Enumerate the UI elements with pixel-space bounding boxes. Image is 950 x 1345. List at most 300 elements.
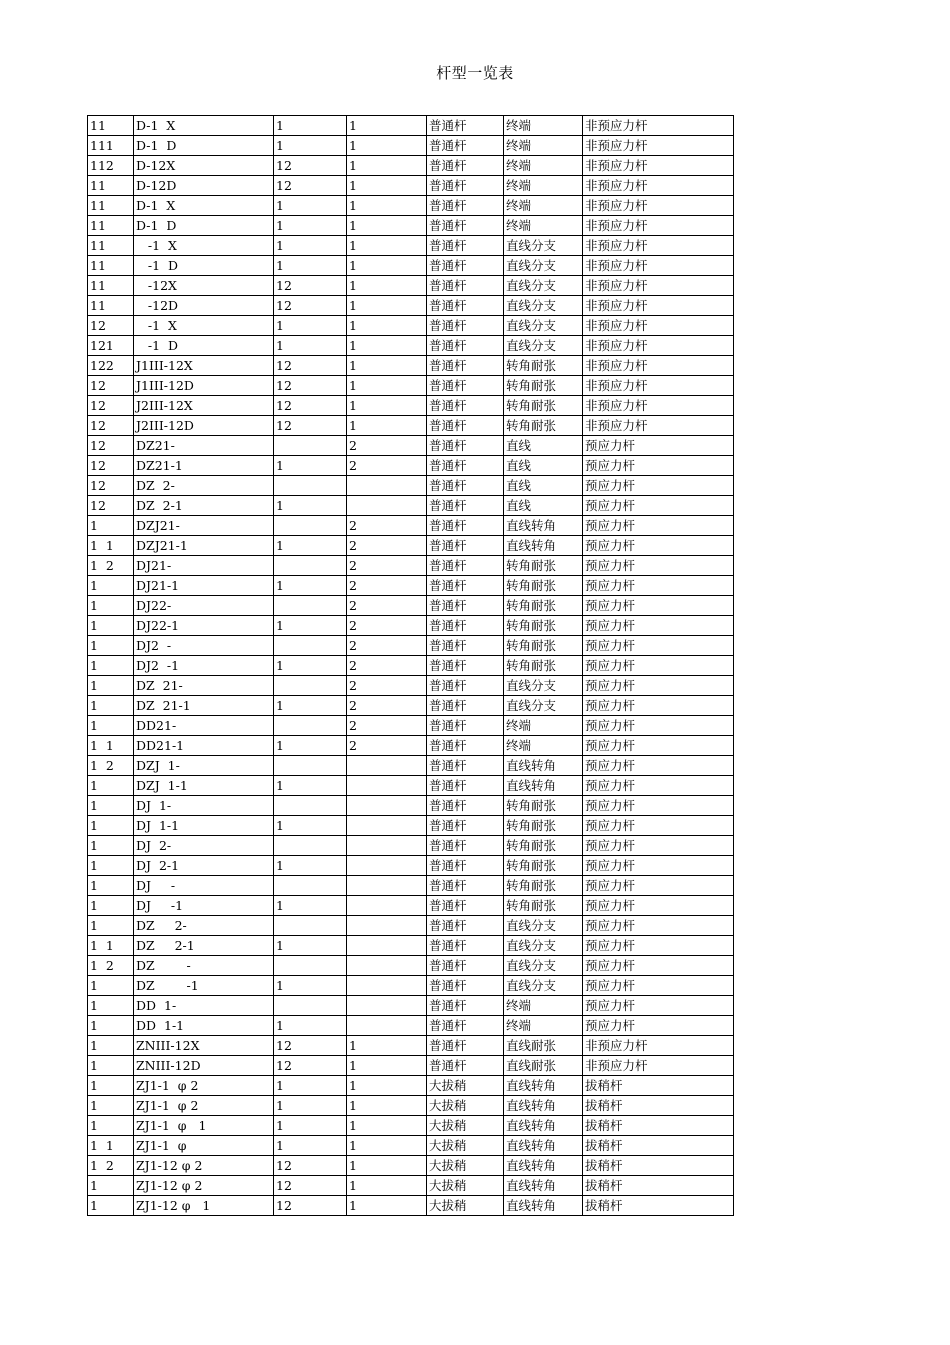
pole-usage-cell: 直线 xyxy=(504,496,583,516)
stress-type-cell: 预应力杆 xyxy=(583,536,734,556)
row-number-cell: 1 2 xyxy=(88,956,134,976)
count-cell: 1 xyxy=(347,156,427,176)
length-cell: 12 xyxy=(274,1036,347,1056)
stress-type-cell: 拔稍杆 xyxy=(583,1176,734,1196)
pole-usage-cell: 直线转角 xyxy=(504,1156,583,1176)
row-number-cell: 1 xyxy=(88,1176,134,1196)
length-cell xyxy=(274,876,347,896)
table-row xyxy=(88,1016,734,1036)
count-cell: 1 xyxy=(347,1156,427,1176)
stress-type-cell: 非预应力杆 xyxy=(583,276,734,296)
pole-category-cell: 普通杆 xyxy=(427,976,504,996)
stress-type-cell: 非预应力杆 xyxy=(583,356,734,376)
pole-category-cell: 普通杆 xyxy=(427,776,504,796)
table-row xyxy=(88,796,734,816)
pole-usage-cell: 终端 xyxy=(504,716,583,736)
length-cell: 1 xyxy=(274,1136,347,1156)
table-row xyxy=(88,676,734,696)
pole-model-cell: -1 D xyxy=(134,336,274,356)
table-row xyxy=(88,376,734,396)
pole-model-cell: DD 1-1 xyxy=(134,1016,274,1036)
count-cell: 2 xyxy=(347,656,427,676)
pole-usage-cell: 直线分支 xyxy=(504,256,583,276)
row-number-cell: 1 xyxy=(88,896,134,916)
pole-category-cell: 普通杆 xyxy=(427,536,504,556)
count-cell xyxy=(347,916,427,936)
pole-category-cell: 普通杆 xyxy=(427,136,504,156)
table-row xyxy=(88,336,734,356)
length-cell: 1 xyxy=(274,616,347,636)
count-cell: 1 xyxy=(347,396,427,416)
length-cell: 12 xyxy=(274,376,347,396)
table-row xyxy=(88,936,734,956)
pole-category-cell: 普通杆 xyxy=(427,676,504,696)
row-number-cell: 1 xyxy=(88,976,134,996)
table-row xyxy=(88,1036,734,1056)
table-row xyxy=(88,576,734,596)
stress-type-cell: 预应力杆 xyxy=(583,916,734,936)
count-cell: 1 xyxy=(347,176,427,196)
table-row xyxy=(88,776,734,796)
length-cell: 12 xyxy=(274,1156,347,1176)
table-row xyxy=(88,956,734,976)
length-cell: 1 xyxy=(274,936,347,956)
row-number-cell: 121 xyxy=(88,336,134,356)
row-number-cell: 1 1 xyxy=(88,936,134,956)
count-cell: 2 xyxy=(347,696,427,716)
stress-type-cell: 非预应力杆 xyxy=(583,156,734,176)
length-cell: 1 xyxy=(274,896,347,916)
pole-category-cell: 普通杆 xyxy=(427,1036,504,1056)
pole-category-cell: 普通杆 xyxy=(427,956,504,976)
pole-category-cell: 普通杆 xyxy=(427,456,504,476)
page-title: 杆型一览表 xyxy=(436,64,514,82)
stress-type-cell: 非预应力杆 xyxy=(583,116,734,136)
pole-category-cell: 普通杆 xyxy=(427,936,504,956)
pole-model-cell: J2III-12D xyxy=(134,416,274,436)
stress-type-cell: 预应力杆 xyxy=(583,496,734,516)
pole-usage-cell: 转角耐张 xyxy=(504,836,583,856)
row-number-cell: 1 2 xyxy=(88,756,134,776)
count-cell: 2 xyxy=(347,636,427,656)
table-body xyxy=(88,116,734,1216)
table-row xyxy=(88,176,734,196)
pole-model-cell: J1III-12D xyxy=(134,376,274,396)
pole-usage-cell: 直线分支 xyxy=(504,956,583,976)
pole-model-cell: DZJ21- xyxy=(134,516,274,536)
table-row xyxy=(88,196,734,216)
stress-type-cell: 预应力杆 xyxy=(583,996,734,1016)
stress-type-cell: 非预应力杆 xyxy=(583,216,734,236)
table-row xyxy=(88,696,734,716)
pole-model-cell: DZ -1 xyxy=(134,976,274,996)
stress-type-cell: 预应力杆 xyxy=(583,776,734,796)
count-cell: 1 xyxy=(347,376,427,396)
stress-type-cell: 拔稍杆 xyxy=(583,1196,734,1216)
pole-model-cell: ZNIII-12X xyxy=(134,1036,274,1056)
pole-model-cell: ZNIII-12D xyxy=(134,1056,274,1076)
pole-category-cell: 普通杆 xyxy=(427,1016,504,1036)
count-cell xyxy=(347,856,427,876)
count-cell xyxy=(347,996,427,1016)
length-cell: 1 xyxy=(274,336,347,356)
pole-usage-cell: 直线分支 xyxy=(504,976,583,996)
pole-model-cell: DD21- xyxy=(134,716,274,736)
table-row xyxy=(88,276,734,296)
row-number-cell: 1 xyxy=(88,916,134,936)
row-number-cell: 1 xyxy=(88,636,134,656)
pole-usage-cell: 转角耐张 xyxy=(504,656,583,676)
stress-type-cell: 非预应力杆 xyxy=(583,296,734,316)
stress-type-cell: 拔稍杆 xyxy=(583,1116,734,1136)
count-cell: 2 xyxy=(347,436,427,456)
pole-usage-cell: 直线分支 xyxy=(504,336,583,356)
length-cell: 1 xyxy=(274,976,347,996)
length-cell xyxy=(274,596,347,616)
pole-usage-cell: 终端 xyxy=(504,156,583,176)
length-cell: 1 xyxy=(274,776,347,796)
pole-category-cell: 大拔稍 xyxy=(427,1116,504,1136)
stress-type-cell: 非预应力杆 xyxy=(583,336,734,356)
table-row xyxy=(88,556,734,576)
pole-category-cell: 普通杆 xyxy=(427,476,504,496)
count-cell: 2 xyxy=(347,576,427,596)
pole-category-cell: 普通杆 xyxy=(427,616,504,636)
pole-category-cell: 普通杆 xyxy=(427,376,504,396)
count-cell: 1 xyxy=(347,216,427,236)
length-cell xyxy=(274,996,347,1016)
pole-category-cell: 普通杆 xyxy=(427,796,504,816)
pole-model-cell: -1 X xyxy=(134,236,274,256)
count-cell: 1 xyxy=(347,116,427,136)
pole-category-cell: 普通杆 xyxy=(427,196,504,216)
pole-usage-cell: 转角耐张 xyxy=(504,416,583,436)
length-cell: 1 xyxy=(274,736,347,756)
pole-category-cell: 普通杆 xyxy=(427,836,504,856)
pole-category-cell: 普通杆 xyxy=(427,236,504,256)
length-cell: 1 xyxy=(274,656,347,676)
stress-type-cell: 预应力杆 xyxy=(583,976,734,996)
count-cell xyxy=(347,936,427,956)
length-cell: 1 xyxy=(274,856,347,876)
pole-category-cell: 普通杆 xyxy=(427,816,504,836)
stress-type-cell: 预应力杆 xyxy=(583,876,734,896)
pole-usage-cell: 终端 xyxy=(504,736,583,756)
pole-category-cell: 普通杆 xyxy=(427,256,504,276)
pole-model-cell: ZJ1-1 φ 2 xyxy=(134,1096,274,1116)
length-cell: 1 xyxy=(274,216,347,236)
count-cell: 1 xyxy=(347,196,427,216)
row-number-cell: 1 xyxy=(88,1076,134,1096)
pole-category-cell: 普通杆 xyxy=(427,656,504,676)
row-number-cell: 11 xyxy=(88,256,134,276)
pole-usage-cell: 直线分支 xyxy=(504,296,583,316)
table-row xyxy=(88,536,734,556)
row-number-cell: 1 xyxy=(88,1096,134,1116)
pole-model-cell: DJ22- xyxy=(134,596,274,616)
row-number-cell: 1 xyxy=(88,1116,134,1136)
row-number-cell: 1 xyxy=(88,516,134,536)
stress-type-cell: 拔稍杆 xyxy=(583,1076,734,1096)
pole-model-cell: DJ 1- xyxy=(134,796,274,816)
count-cell xyxy=(347,876,427,896)
pole-category-cell: 普通杆 xyxy=(427,716,504,736)
count-cell: 1 xyxy=(347,1136,427,1156)
row-number-cell: 1 xyxy=(88,616,134,636)
pole-usage-cell: 直线转角 xyxy=(504,1116,583,1136)
row-number-cell: 11 xyxy=(88,216,134,236)
table-row xyxy=(88,596,734,616)
length-cell: 12 xyxy=(274,156,347,176)
pole-model-cell: DZ 21- xyxy=(134,676,274,696)
pole-usage-cell: 直线耐张 xyxy=(504,1056,583,1076)
length-cell: 12 xyxy=(274,1196,347,1216)
row-number-cell: 1 xyxy=(88,576,134,596)
row-number-cell: 1 xyxy=(88,876,134,896)
pole-model-cell: DJ -1 xyxy=(134,896,274,916)
pole-usage-cell: 转角耐张 xyxy=(504,576,583,596)
pole-model-cell: D-1 X xyxy=(134,196,274,216)
pole-category-cell: 普通杆 xyxy=(427,396,504,416)
pole-category-cell: 普通杆 xyxy=(427,696,504,716)
stress-type-cell: 非预应力杆 xyxy=(583,316,734,336)
table-row xyxy=(88,256,734,276)
pole-model-cell: DZ 2- xyxy=(134,916,274,936)
table-row xyxy=(88,236,734,256)
length-cell: 12 xyxy=(274,276,347,296)
stress-type-cell: 拔稍杆 xyxy=(583,1096,734,1116)
table-row xyxy=(88,736,734,756)
pole-category-cell: 普通杆 xyxy=(427,156,504,176)
pole-model-cell: -12D xyxy=(134,296,274,316)
row-number-cell: 12 xyxy=(88,496,134,516)
pole-usage-cell: 直线耐张 xyxy=(504,1036,583,1056)
row-number-cell: 1 xyxy=(88,856,134,876)
table-row xyxy=(88,1076,734,1096)
row-number-cell: 11 xyxy=(88,296,134,316)
row-number-cell: 1 xyxy=(88,1036,134,1056)
stress-type-cell: 预应力杆 xyxy=(583,896,734,916)
pole-model-cell: DJ22-1 xyxy=(134,616,274,636)
count-cell xyxy=(347,836,427,856)
pole-model-cell: D-12D xyxy=(134,176,274,196)
stress-type-cell: 预应力杆 xyxy=(583,676,734,696)
row-number-cell: 1 xyxy=(88,1196,134,1216)
pole-category-cell: 普通杆 xyxy=(427,576,504,596)
stress-type-cell: 拔稍杆 xyxy=(583,1156,734,1176)
pole-usage-cell: 直线 xyxy=(504,436,583,456)
pole-category-cell: 普通杆 xyxy=(427,296,504,316)
count-cell: 2 xyxy=(347,536,427,556)
row-number-cell: 1 2 xyxy=(88,1156,134,1176)
pole-model-cell: -1 D xyxy=(134,256,274,276)
pole-usage-cell: 直线转角 xyxy=(504,1076,583,1096)
pole-category-cell: 普通杆 xyxy=(427,316,504,336)
table-row xyxy=(88,856,734,876)
count-cell xyxy=(347,496,427,516)
stress-type-cell: 预应力杆 xyxy=(583,556,734,576)
length-cell: 12 xyxy=(274,296,347,316)
length-cell xyxy=(274,476,347,496)
count-cell: 2 xyxy=(347,616,427,636)
stress-type-cell: 预应力杆 xyxy=(583,456,734,476)
table-row xyxy=(88,876,734,896)
pole-category-cell: 大拔稍 xyxy=(427,1136,504,1156)
pole-model-cell: DJ2 -1 xyxy=(134,656,274,676)
pole-category-cell: 大拔稍 xyxy=(427,1156,504,1176)
row-number-cell: 11 xyxy=(88,176,134,196)
length-cell: 1 xyxy=(274,1096,347,1116)
count-cell: 2 xyxy=(347,556,427,576)
pole-usage-cell: 转角耐张 xyxy=(504,636,583,656)
pole-category-cell: 普通杆 xyxy=(427,996,504,1016)
table-row xyxy=(88,356,734,376)
pole-model-cell: DD21-1 xyxy=(134,736,274,756)
count-cell xyxy=(347,976,427,996)
count-cell xyxy=(347,1016,427,1036)
table-row xyxy=(88,156,734,176)
pole-usage-cell: 终端 xyxy=(504,1016,583,1036)
length-cell xyxy=(274,676,347,696)
count-cell: 1 xyxy=(347,256,427,276)
pole-usage-cell: 终端 xyxy=(504,136,583,156)
pole-usage-cell: 终端 xyxy=(504,996,583,1016)
pole-usage-cell: 转角耐张 xyxy=(504,396,583,416)
pole-usage-cell: 转角耐张 xyxy=(504,596,583,616)
length-cell xyxy=(274,756,347,776)
pole-model-cell: ZJ1-12 φ 2 xyxy=(134,1176,274,1196)
pole-usage-cell: 直线分支 xyxy=(504,676,583,696)
table-row xyxy=(88,896,734,916)
table-row xyxy=(88,716,734,736)
table-row xyxy=(88,296,734,316)
pole-usage-cell: 直线分支 xyxy=(504,916,583,936)
row-number-cell: 11 xyxy=(88,236,134,256)
stress-type-cell: 预应力杆 xyxy=(583,476,734,496)
row-number-cell: 1 xyxy=(88,836,134,856)
row-number-cell: 1 xyxy=(88,776,134,796)
pole-model-cell: D-1 X xyxy=(134,116,274,136)
length-cell: 1 xyxy=(274,236,347,256)
pole-category-cell: 普通杆 xyxy=(427,336,504,356)
pole-model-cell: D-12X xyxy=(134,156,274,176)
length-cell: 12 xyxy=(274,416,347,436)
pole-category-cell: 普通杆 xyxy=(427,916,504,936)
pole-category-cell: 普通杆 xyxy=(427,356,504,376)
pole-model-cell: DD 1- xyxy=(134,996,274,1016)
length-cell xyxy=(274,636,347,656)
pole-usage-cell: 直线转角 xyxy=(504,536,583,556)
stress-type-cell: 非预应力杆 xyxy=(583,416,734,436)
count-cell xyxy=(347,776,427,796)
stress-type-cell: 预应力杆 xyxy=(583,696,734,716)
length-cell xyxy=(274,796,347,816)
stress-type-cell: 非预应力杆 xyxy=(583,196,734,216)
count-cell xyxy=(347,816,427,836)
pole-usage-cell: 直线转角 xyxy=(504,1176,583,1196)
length-cell xyxy=(274,436,347,456)
pole-usage-cell: 终端 xyxy=(504,176,583,196)
stress-type-cell: 预应力杆 xyxy=(583,716,734,736)
pole-model-cell: -1 X xyxy=(134,316,274,336)
pole-model-cell: DZJ 1- xyxy=(134,756,274,776)
row-number-cell: 122 xyxy=(88,356,134,376)
pole-category-cell: 普通杆 xyxy=(427,496,504,516)
stress-type-cell: 非预应力杆 xyxy=(583,1056,734,1076)
count-cell: 2 xyxy=(347,516,427,536)
pole-category-cell: 大拔稍 xyxy=(427,1076,504,1096)
pole-model-cell: DZ 2-1 xyxy=(134,936,274,956)
stress-type-cell: 非预应力杆 xyxy=(583,396,734,416)
table-row xyxy=(88,1176,734,1196)
pole-category-cell: 普通杆 xyxy=(427,596,504,616)
pole-model-cell: DJ 2-1 xyxy=(134,856,274,876)
stress-type-cell: 预应力杆 xyxy=(583,836,734,856)
count-cell: 1 xyxy=(347,136,427,156)
table-row xyxy=(88,996,734,1016)
count-cell: 1 xyxy=(347,1076,427,1096)
pole-category-cell: 普通杆 xyxy=(427,276,504,296)
stress-type-cell: 预应力杆 xyxy=(583,656,734,676)
pole-usage-cell: 转角耐张 xyxy=(504,816,583,836)
pole-type-table xyxy=(87,115,734,1216)
length-cell: 1 xyxy=(274,136,347,156)
row-number-cell: 1 xyxy=(88,996,134,1016)
row-number-cell: 1 xyxy=(88,676,134,696)
length-cell: 1 xyxy=(274,536,347,556)
length-cell: 12 xyxy=(274,1176,347,1196)
row-number-cell: 1 1 xyxy=(88,736,134,756)
row-number-cell: 12 xyxy=(88,476,134,496)
pole-usage-cell: 直线分支 xyxy=(504,936,583,956)
pole-usage-cell: 直线 xyxy=(504,456,583,476)
pole-model-cell: D-1 D xyxy=(134,216,274,236)
count-cell: 1 xyxy=(347,236,427,256)
pole-model-cell: DZ 2- xyxy=(134,476,274,496)
count-cell: 1 xyxy=(347,336,427,356)
pole-usage-cell: 终端 xyxy=(504,116,583,136)
row-number-cell: 1 2 xyxy=(88,556,134,576)
pole-category-cell: 大拔稍 xyxy=(427,1196,504,1216)
table-row xyxy=(88,456,734,476)
length-cell: 1 xyxy=(274,256,347,276)
pole-usage-cell: 直线分支 xyxy=(504,236,583,256)
table-row xyxy=(88,1056,734,1076)
table-row xyxy=(88,1136,734,1156)
stress-type-cell: 预应力杆 xyxy=(583,1016,734,1036)
pole-model-cell: ZJ1-1 φ 2 xyxy=(134,1076,274,1096)
pole-usage-cell: 终端 xyxy=(504,196,583,216)
row-number-cell: 1 xyxy=(88,716,134,736)
stress-type-cell: 预应力杆 xyxy=(583,756,734,776)
pole-usage-cell: 直线转角 xyxy=(504,1096,583,1116)
count-cell: 2 xyxy=(347,596,427,616)
stress-type-cell: 预应力杆 xyxy=(583,596,734,616)
stress-type-cell: 预应力杆 xyxy=(583,796,734,816)
pole-usage-cell: 直线转角 xyxy=(504,756,583,776)
length-cell: 1 xyxy=(274,1076,347,1096)
length-cell: 12 xyxy=(274,356,347,376)
pole-category-cell: 普通杆 xyxy=(427,856,504,876)
pole-usage-cell: 转角耐张 xyxy=(504,876,583,896)
pole-model-cell: DJ 2- xyxy=(134,836,274,856)
row-number-cell: 12 xyxy=(88,396,134,416)
pole-category-cell: 普通杆 xyxy=(427,756,504,776)
table-row xyxy=(88,136,734,156)
stress-type-cell: 非预应力杆 xyxy=(583,256,734,276)
pole-category-cell: 普通杆 xyxy=(427,1056,504,1076)
row-number-cell: 1 xyxy=(88,816,134,836)
